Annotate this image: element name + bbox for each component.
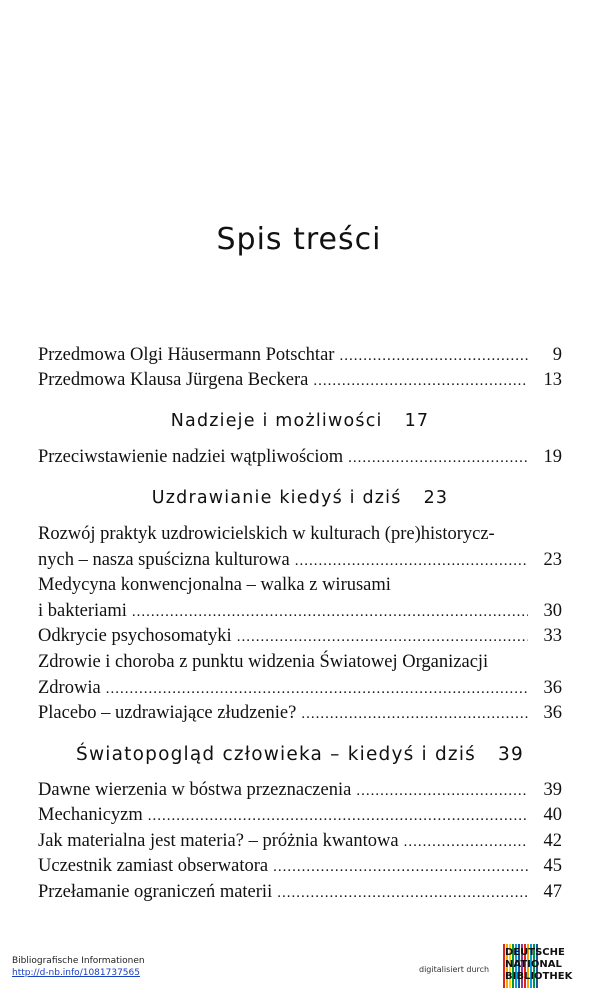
leader-dots [277,880,528,906]
leader-dots [313,368,528,394]
toc-entry [38,828,562,854]
leader-dots [339,343,528,369]
toc-entry [38,700,562,726]
section-heading [38,485,562,511]
toc-entry [38,777,562,803]
toc-entry-title-line: Medycyna konwencjonalna – walka z wirusami [38,575,391,595]
section-heading [38,742,562,768]
toc-entry [38,444,562,470]
toc-entry-title-line: Zdrowie i choroba z punktu widzenia Światowej Organizacji [38,652,489,672]
toc-entry [38,649,562,701]
toc-page-number: 33 [543,626,562,646]
dnb-logo [503,944,585,988]
toc-page-number: 40 [543,805,562,825]
toc-entry [38,802,562,828]
toc-entry [38,367,562,393]
toc-entry [38,572,562,624]
section-title: Światopogląd człowieka – kiedyś i dziś [76,744,477,765]
toc-entry-title: Przedmowa Klausa Jürgena Beckera [38,370,309,390]
bibliographic-info-label: Bibliografische Informationen [12,956,145,966]
toc-entry-title: Odkrycie psychosomatyki [38,626,232,646]
leader-dots [106,676,528,702]
toc-entry [38,521,562,573]
toc-entry [38,853,562,879]
toc-page-number: 42 [543,831,562,851]
section-page-number: 17 [404,411,430,431]
toc-page-number: 9 [552,345,562,365]
toc-entry [38,623,562,649]
leader-dots [348,445,528,471]
digitized-by-label: digitalisiert durch [419,965,490,974]
toc-page-number: 13 [543,370,562,390]
leader-dots [237,624,528,650]
dnb-logo-line: BIBLIOTHEK [505,971,573,982]
toc-entry-title: Uczestnik zamiast obserwatora [38,856,269,876]
toc-page-number: 36 [543,703,562,723]
toc-page-number: 39 [543,780,562,800]
toc-entry-title: i bakteriami [38,601,127,621]
toc-entry-title: Przełamanie ograniczeń materii [38,882,273,902]
section-heading [38,408,562,434]
section-page-number: 23 [423,488,449,508]
leader-dots [404,829,528,855]
leader-dots [273,854,528,880]
leader-dots [295,548,528,574]
bibliographic-info-link[interactable]: http://d-nb.info/1081737565 [12,968,140,978]
toc-entry-title: Dawne wierzenia w bóstwa przeznaczenia [38,780,352,800]
toc-entry-title: Zdrowia [38,678,101,698]
toc-entry-title: Przedmowa Olgi Häusermann Potschtar [38,345,335,365]
toc-entry [38,342,562,368]
toc-page-number: 36 [543,678,562,698]
toc-page-number: 30 [543,601,562,621]
toc-entry-title: Jak materialna jest materia? – próżnia kwantowa [38,831,399,851]
section-title: Nadzieje i możliwości [170,411,383,431]
leader-dots [356,778,528,804]
toc-page-number: 47 [543,882,562,902]
toc-page-number: 45 [543,856,562,876]
leader-dots [148,803,528,829]
section-page-number: 39 [498,744,524,765]
toc-entry [38,879,562,905]
toc-page-number: 19 [543,447,562,467]
toc-page-number: 23 [543,550,562,570]
leader-dots [132,599,528,625]
dnb-logo-line: NATIONAL [505,959,562,970]
leader-dots [301,701,528,727]
page-title: Spis treści [216,222,382,257]
dnb-logo-text [505,947,572,983]
section-title: Uzdrawianie kiedyś i dziś [151,488,402,508]
toc-entry-title: nych – nasza spuścizna kulturowa [38,550,290,570]
bibliographic-info [12,955,145,979]
toc-entry-title: Mechanicyzm [38,805,143,825]
toc-entry-title-line: Rozwój praktyk uzdrowicielskich w kulturach (pre)historycz- [38,524,495,544]
toc-entry-title: Placebo – uzdrawiające złudzenie? [38,703,297,723]
dnb-logo-line: DEUTSCHE [505,947,565,958]
toc-entry-title: Przeciwstawienie nadziei wątpliwościom [38,447,344,467]
